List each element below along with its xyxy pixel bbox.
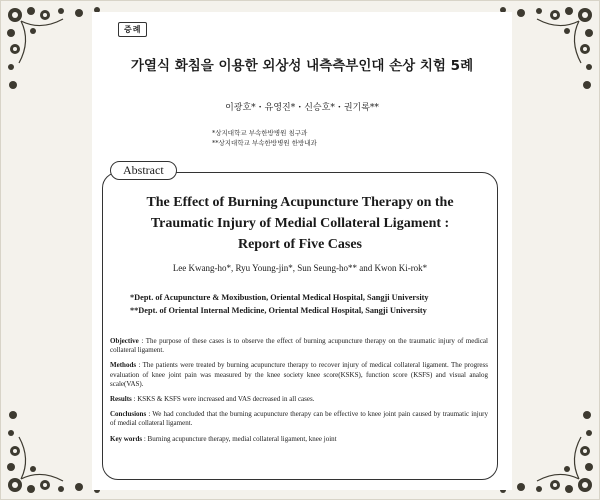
section-heading: Methods xyxy=(110,361,137,370)
section-conclusions: Conclusions : We had concluded that the burning acupuncture therapy can be effective to knee joint pain caused by traumatic injury of medial collateral ligament. xyxy=(110,410,488,428)
korean-authors: 이광호*・유영진*・신승호*・권기록** xyxy=(225,103,379,113)
section-text: We had concluded that the burning acupuncture therapy can be effective to knee joint pain caused by traumatic injury of medial collateral ligament. xyxy=(110,410,488,428)
section-text: The purpose of these cases is to observe the effect of burning acupuncture therapy on the traumatic injury of medical collateral ligament. xyxy=(110,337,488,355)
section-heading: Results xyxy=(110,395,132,404)
abstract-sections xyxy=(110,337,488,450)
case-report-label: 증례 xyxy=(118,22,147,37)
english-affiliations xyxy=(130,291,490,317)
korean-affiliation-2: **상지대학교 부속한방병원 한방내과 xyxy=(212,139,317,147)
section-heading: Key words xyxy=(110,434,143,443)
section-methods: Methods : The patients were treated by burning acupuncture therapy to recover injury of medical collateral ligament. The progress evaluation of knee joint pain was measured by the knee society knee score(KSKS), function score (KSFS) and visual analog scale(VAS). xyxy=(110,361,488,388)
english-title-line-3: Report of Five Cases xyxy=(237,237,363,252)
abstract-tab: Abstract xyxy=(110,161,177,180)
english-title-line-2: Traumatic Injury of Medial Collateral Ligament : xyxy=(150,216,450,231)
korean-title: 가열식 화침을 이용한 외상성 내측측부인대 손상 치험 5례 xyxy=(130,58,474,74)
section-text: Burning acupuncture therapy, medial collateral ligament, knee joint xyxy=(147,434,337,443)
english-affiliation-1: *Dept. of Acupuncture & Moxibustion, Oriental Medical Hospital, Sangji University xyxy=(130,293,429,302)
korean-affiliations xyxy=(212,128,472,148)
english-authors: Lee Kwang-ho*, Ryu Young-jin*, Sun Seung-ho** and Kwon Ki-rok* xyxy=(172,263,428,273)
korean-affiliation-1: *상지대학교 부속한방병원 침구과 xyxy=(212,129,308,137)
section-objective: Objective : The purpose of these cases is to observe the effect of burning acupuncture therapy on the traumatic injury of medical collateral ligament. xyxy=(110,337,488,355)
english-title-line-1: The Effect of Burning Acupuncture Therapy on the xyxy=(146,195,454,210)
section-text: The patients were treated by burning acupuncture therapy to recover injury of medical collateral ligament. The progress evaluation of knee joint pain was measured by the knee society knee score(KSKS), function score (KSFS) and visual analog scale(VAS). xyxy=(110,361,488,388)
section-heading: Objective xyxy=(110,337,139,345)
english-affiliation-2: **Dept. of Oriental Internal Medicine, Oriental Medical Hospital, Sangji University xyxy=(130,306,427,315)
section-results: Results : KSKS & KSFS were increased and VAS decreased in all cases. xyxy=(110,395,315,404)
section-text: KSKS & KSFS were increased and VAS decreased in all cases. xyxy=(137,395,315,404)
section-key-words: Key words : Burning acupuncture therapy, medial collateral ligament, knee joint xyxy=(110,434,337,443)
paper-page xyxy=(92,12,512,490)
section-heading: Conclusions xyxy=(110,410,147,419)
english-title xyxy=(106,192,494,255)
